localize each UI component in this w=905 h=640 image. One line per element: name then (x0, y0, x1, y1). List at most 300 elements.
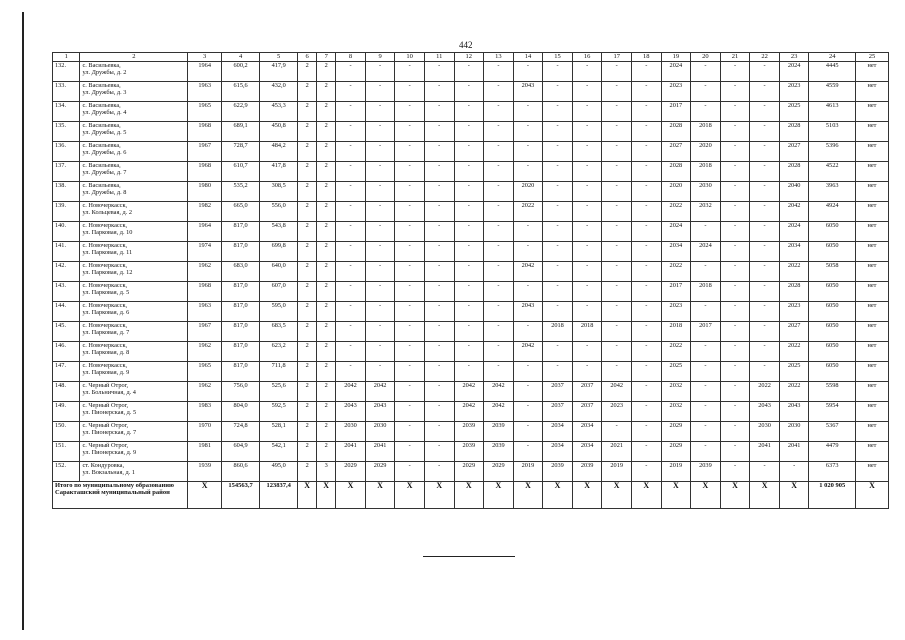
table-cell: 2019 (513, 462, 543, 482)
table-cell: - (631, 182, 661, 202)
table-cell: - (365, 282, 395, 302)
table-cell: 2 (317, 362, 336, 382)
column-number-header: 9 (365, 53, 395, 62)
table-cell: 2041 (750, 442, 780, 462)
table-cell: 2020 (661, 182, 691, 202)
address-settlement: с. Васильевка, (82, 142, 121, 149)
table-cell: - (454, 122, 484, 142)
table-cell: - (484, 102, 514, 122)
table-cell: 728,7 (222, 142, 260, 162)
address-settlement: с. Васильевка, (82, 182, 121, 189)
table-cell: 2024 (661, 222, 691, 242)
table-cell: - (631, 242, 661, 262)
table-cell: - (424, 322, 454, 342)
table-cell: 1962 (188, 262, 222, 282)
table-cell: 2039 (484, 422, 514, 442)
table-cell: - (720, 322, 750, 342)
table-cell: - (602, 102, 632, 122)
table-cell: 2018 (661, 322, 691, 342)
table-cell: - (454, 242, 484, 262)
table-cell: 2023 (779, 302, 809, 322)
table-cell: - (602, 62, 632, 82)
table-cell: - (336, 82, 366, 102)
table-cell: 2 (298, 242, 317, 262)
column-number-header: 15 (543, 53, 573, 62)
table-cell: - (395, 102, 425, 122)
table-cell: - (484, 162, 514, 182)
table-cell: - (572, 202, 602, 222)
table-cell: - (691, 342, 721, 362)
table-cell: - (720, 82, 750, 102)
table-cell: 689,1 (222, 122, 260, 142)
table-cell: - (602, 202, 632, 222)
table-cell: - (484, 202, 514, 222)
table-cell: 2 (317, 282, 336, 302)
table-cell: - (691, 442, 721, 462)
table-cell: - (543, 262, 573, 282)
table-cell: 2 (317, 262, 336, 282)
table-cell: - (454, 62, 484, 82)
column-number-header: 3 (188, 53, 222, 62)
column-number-header: 22 (750, 53, 780, 62)
table-cell: - (602, 82, 632, 102)
table-cell: 2043 (513, 302, 543, 322)
table-cell: - (336, 302, 366, 322)
table-cell: - (336, 182, 366, 202)
table-cell: 2028 (779, 282, 809, 302)
table-cell: - (484, 142, 514, 162)
table-cell: - (572, 142, 602, 162)
address-cell (80, 442, 188, 462)
table-cell: 2021 (602, 442, 632, 462)
table-cell: 2022 (779, 382, 809, 402)
table-cell: - (750, 182, 780, 202)
table-cell: - (602, 122, 632, 142)
table-cell: 2029 (484, 462, 514, 482)
table-cell: 699,8 (260, 242, 298, 262)
table-row (53, 202, 889, 222)
table-cell: - (513, 122, 543, 142)
column-number-header: 16 (572, 53, 602, 62)
table-cell: 2042 (454, 382, 484, 402)
table-cell: - (631, 382, 661, 402)
table-cell: - (336, 122, 366, 142)
table-cell: 2024 (691, 242, 721, 262)
table-cell: 2 (298, 222, 317, 242)
table-cell: 2 (298, 82, 317, 102)
table-cell: - (454, 142, 484, 162)
table-cell: - (543, 342, 573, 362)
table-cell: - (365, 342, 395, 362)
table-cell: 3 (317, 462, 336, 482)
table-cell: 2030 (779, 422, 809, 442)
table-cell: 2028 (779, 162, 809, 182)
table-cell: 2018 (691, 122, 721, 142)
table-cell: - (572, 302, 602, 322)
table-cell: 2034 (572, 422, 602, 442)
table-cell: - (572, 122, 602, 142)
table-cell: нет (855, 442, 888, 462)
table-cell: - (513, 442, 543, 462)
table-cell: - (543, 302, 573, 322)
table-cell: - (750, 362, 780, 382)
address-cell (80, 462, 188, 482)
table-cell: - (395, 282, 425, 302)
table-cell: 2034 (779, 242, 809, 262)
table-cell: 2030 (691, 182, 721, 202)
table-cell: 2017 (661, 282, 691, 302)
table-cell: 2 (298, 302, 317, 322)
table-cell: - (543, 142, 573, 162)
address-settlement: с. Черный Отрог, (82, 442, 129, 449)
row-number: 135. (53, 122, 80, 142)
address-cell (80, 282, 188, 302)
table-cell: - (336, 62, 366, 82)
table-cell: - (513, 162, 543, 182)
total-cell: X (779, 482, 809, 509)
table-cell: 2029 (661, 422, 691, 442)
table-cell: - (631, 422, 661, 442)
table-cell: 1963 (188, 302, 222, 322)
table-cell: - (720, 62, 750, 82)
table-cell: 6050 (809, 342, 856, 362)
table-cell: 2 (298, 122, 317, 142)
table-cell: - (365, 242, 395, 262)
table-cell: 2030 (750, 422, 780, 442)
table-cell: 860,6 (222, 462, 260, 482)
address-cell (80, 142, 188, 162)
row-number: 140. (53, 222, 80, 242)
table-cell: 2 (317, 162, 336, 182)
table-cell: 4613 (809, 102, 856, 122)
total-cell: X (543, 482, 573, 509)
address-street: ул. Парковая, д. 7 (82, 329, 130, 337)
column-number-header: 23 (779, 53, 809, 62)
table-row (53, 462, 889, 482)
table-cell: - (424, 62, 454, 82)
table-cell: 1967 (188, 322, 222, 342)
table-cell: - (424, 122, 454, 142)
table-cell: - (691, 422, 721, 442)
table-cell: - (424, 462, 454, 482)
table-cell: - (720, 222, 750, 242)
table-cell: 6050 (809, 282, 856, 302)
table-row (53, 442, 889, 462)
address-settlement: с. Новочеркасск, (82, 282, 128, 289)
table-cell: нет (855, 362, 888, 382)
table-cell: 543,8 (260, 222, 298, 242)
table-cell: - (424, 182, 454, 202)
table-cell: - (395, 222, 425, 242)
table-cell: 2023 (779, 82, 809, 102)
row-number: 151. (53, 442, 80, 462)
column-number-header: 1 (53, 53, 80, 62)
table-cell: 2037 (543, 382, 573, 402)
column-number-header: 2 (80, 53, 188, 62)
table-cell: 804,0 (222, 402, 260, 422)
table-cell: - (720, 242, 750, 262)
address-cell (80, 382, 188, 402)
address-street: ул. Дружбы, д. 4 (82, 109, 127, 117)
table-cell: нет (855, 242, 888, 262)
total-cell: X (572, 482, 602, 509)
total-cell: X (395, 482, 425, 509)
table-cell: - (691, 402, 721, 422)
address-street: ул. Парковая, д. 11 (82, 249, 133, 257)
table-cell: - (336, 282, 366, 302)
row-number: 147. (53, 362, 80, 382)
table-cell: - (602, 362, 632, 382)
table-cell: 2022 (513, 202, 543, 222)
table-cell: - (602, 142, 632, 162)
table-cell: - (543, 82, 573, 102)
table-cell: - (365, 142, 395, 162)
table-cell: 2043 (779, 402, 809, 422)
table-row (53, 222, 889, 242)
column-number-row (53, 53, 889, 62)
table-cell: - (395, 122, 425, 142)
table-cell: - (720, 262, 750, 282)
table-cell: - (750, 302, 780, 322)
table-cell: - (691, 302, 721, 322)
table-cell: - (336, 202, 366, 222)
table-cell: - (365, 222, 395, 242)
table-cell: - (631, 202, 661, 222)
table-cell: - (720, 442, 750, 462)
table-cell: 2028 (661, 162, 691, 182)
table-cell: - (484, 122, 514, 142)
table-cell: - (395, 262, 425, 282)
table-cell: - (424, 242, 454, 262)
table-cell: - (484, 82, 514, 102)
table-cell: 2 (317, 182, 336, 202)
table-cell: - (631, 262, 661, 282)
table-cell: 308,5 (260, 182, 298, 202)
table-row (53, 122, 889, 142)
column-number-header: 12 (454, 53, 484, 62)
table-cell: нет (855, 62, 888, 82)
table-cell: 2020 (691, 142, 721, 162)
table-cell: 2 (298, 282, 317, 302)
total-cell: X (513, 482, 543, 509)
table-cell: - (720, 182, 750, 202)
table-cell: 4559 (809, 82, 856, 102)
table-row (53, 182, 889, 202)
table-cell: - (484, 242, 514, 262)
table-cell: 453,3 (260, 102, 298, 122)
column-number-header: 24 (809, 53, 856, 62)
table-cell: 817,0 (222, 242, 260, 262)
total-cell: 154563,7 (222, 482, 260, 509)
table-cell: - (336, 102, 366, 122)
table-cell: - (365, 102, 395, 122)
table-cell: - (543, 202, 573, 222)
table-cell: - (720, 362, 750, 382)
table-cell: 2 (298, 402, 317, 422)
table-cell: 417,8 (260, 162, 298, 182)
table-cell: 417,9 (260, 62, 298, 82)
address-settlement: с. Васильевка, (82, 162, 121, 169)
table-cell: 2043 (513, 82, 543, 102)
address-street: ул. Дружбы, д. 5 (82, 129, 127, 137)
table-cell: 2023 (661, 82, 691, 102)
table-cell: - (395, 342, 425, 362)
table-cell: 2 (317, 442, 336, 462)
table-cell: - (631, 102, 661, 122)
table-cell: 5367 (809, 422, 856, 442)
column-number-header: 21 (720, 53, 750, 62)
table-cell: - (424, 222, 454, 242)
address-street: ул. Пионерская, д. 9 (82, 449, 137, 457)
table-cell: 817,0 (222, 302, 260, 322)
table-cell: - (572, 362, 602, 382)
table-cell: 2034 (572, 442, 602, 462)
address-cell (80, 362, 188, 382)
address-street: ул. Кольцевая, д. 2 (82, 209, 132, 217)
table-cell: - (454, 162, 484, 182)
table-cell: - (336, 342, 366, 362)
table-cell: 2024 (661, 62, 691, 82)
table-cell: - (631, 162, 661, 182)
column-number-header: 8 (336, 53, 366, 62)
table-cell: - (750, 222, 780, 242)
address-street: ул. Вокзальная, д. 1 (82, 469, 136, 477)
table-row (53, 62, 889, 82)
table-cell: 2 (298, 262, 317, 282)
table-cell: - (365, 302, 395, 322)
table-cell: - (395, 422, 425, 442)
table-cell: 2 (298, 442, 317, 462)
table-row (53, 282, 889, 302)
table-cell: - (513, 242, 543, 262)
table-cell: - (365, 262, 395, 282)
table-cell: 2042 (484, 402, 514, 422)
address-cell (80, 182, 188, 202)
table-row (53, 422, 889, 442)
table-cell: 2037 (572, 382, 602, 402)
table-cell: 2027 (779, 322, 809, 342)
table-cell: 4445 (809, 62, 856, 82)
table-cell: 2 (317, 382, 336, 402)
row-number: 145. (53, 322, 80, 342)
row-number: 139. (53, 202, 80, 222)
address-street: ул. Пионерская, д. 7 (82, 429, 137, 437)
table-cell: - (750, 282, 780, 302)
table-cell: 2 (317, 302, 336, 322)
table-cell: - (631, 122, 661, 142)
table-cell: - (691, 222, 721, 242)
table-cell: 2018 (543, 322, 573, 342)
table-cell: 2028 (779, 122, 809, 142)
row-number: 150. (53, 422, 80, 442)
table-cell: - (631, 362, 661, 382)
total-cell: X (317, 482, 336, 509)
column-number-header: 25 (855, 53, 888, 62)
row-number: 134. (53, 102, 80, 122)
table-cell: 1967 (188, 142, 222, 162)
table-cell: 484,2 (260, 142, 298, 162)
table-cell: 2 (298, 202, 317, 222)
table-cell: 2039 (572, 462, 602, 482)
table-cell: 2 (317, 222, 336, 242)
bottom-separator-line (423, 556, 515, 557)
table-cell: 2039 (691, 462, 721, 482)
address-cell (80, 422, 188, 442)
table-cell: 2042 (365, 382, 395, 402)
table-cell: нет (855, 382, 888, 402)
table-cell: - (395, 322, 425, 342)
table-cell: 2042 (779, 202, 809, 222)
table-cell: 2025 (779, 102, 809, 122)
table-cell: нет (855, 122, 888, 142)
table-cell: 2042 (513, 342, 543, 362)
table-cell: 2032 (691, 202, 721, 222)
table-cell: - (750, 122, 780, 142)
table-cell: - (572, 82, 602, 102)
table-cell: 2 (317, 322, 336, 342)
table-cell: - (543, 182, 573, 202)
table-cell: 604,9 (222, 442, 260, 462)
table-cell: 450,8 (260, 122, 298, 142)
table-cell: нет (855, 282, 888, 302)
total-cell: X (855, 482, 888, 509)
table-cell: - (513, 102, 543, 122)
row-number: 133. (53, 82, 80, 102)
total-cell: X (484, 482, 514, 509)
table-cell: 2029 (336, 462, 366, 482)
column-number-header: 14 (513, 53, 543, 62)
table-cell: 2 (317, 422, 336, 442)
table-cell: 2039 (454, 442, 484, 462)
address-settlement: с. Черный Отрог, (82, 402, 129, 409)
table-cell: 2 (298, 462, 317, 482)
table-cell: нет (855, 422, 888, 442)
table-cell: нет (855, 82, 888, 102)
table-cell: - (631, 62, 661, 82)
table-cell: - (750, 242, 780, 262)
address-cell (80, 342, 188, 362)
table-cell: 5058 (809, 262, 856, 282)
table-cell: 2017 (661, 102, 691, 122)
table-cell: - (424, 102, 454, 122)
table-cell: - (484, 62, 514, 82)
table-cell: 640,0 (260, 262, 298, 282)
table-cell: - (424, 162, 454, 182)
address-street: ул. Дружбы, д. 8 (82, 189, 127, 197)
table-cell: 1965 (188, 362, 222, 382)
table-cell: - (631, 322, 661, 342)
table-cell: 6050 (809, 222, 856, 242)
table-cell: 2039 (484, 442, 514, 462)
table-cell: нет (855, 102, 888, 122)
address-street: ул. Парковая, д. 12 (82, 269, 133, 277)
table-cell: 2039 (543, 462, 573, 482)
table-cell: 2022 (750, 382, 780, 402)
table-row (53, 382, 889, 402)
table-cell: - (750, 462, 780, 482)
address-street: ул. Дружбы, д. 3 (82, 89, 127, 97)
table-cell: 432,0 (260, 82, 298, 102)
table-cell: - (750, 62, 780, 82)
table-cell: 6050 (809, 322, 856, 342)
column-number-header: 4 (222, 53, 260, 62)
address-cell (80, 242, 188, 262)
address-street: ул. Парковая, д. 6 (82, 309, 130, 317)
table-cell: 2018 (691, 282, 721, 302)
table-cell: - (750, 322, 780, 342)
table-cell: - (720, 202, 750, 222)
address-street: ул. Больничная, д. 4 (82, 389, 136, 397)
